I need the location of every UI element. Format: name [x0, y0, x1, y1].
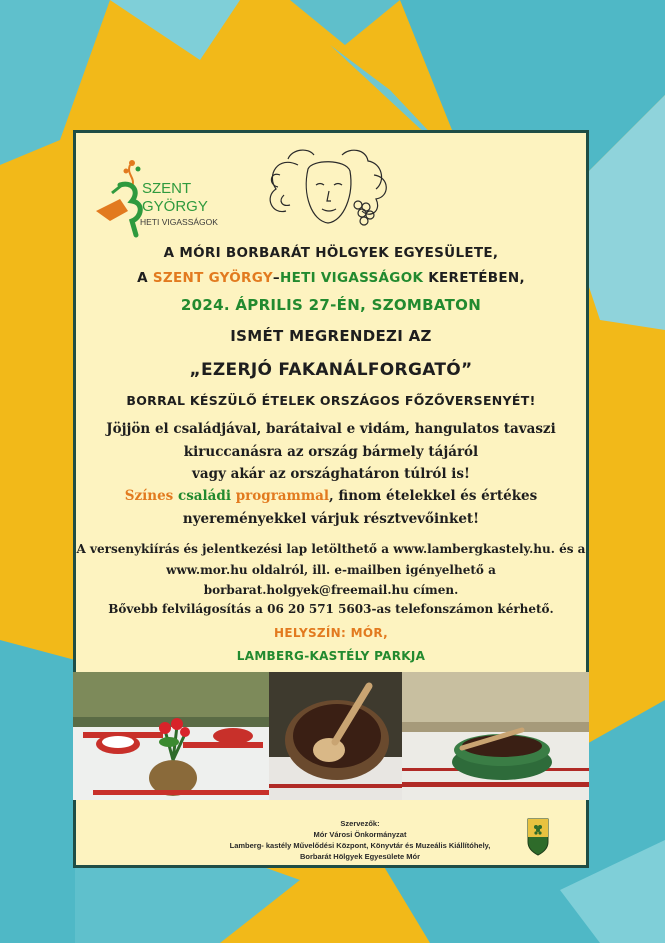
headline-line2-suffix: KERETÉBEN,	[423, 270, 525, 286]
event-subtitle: BORRAL KÉSZÜLŐ ÉTELEK ORSZÁGOS FŐZŐVERSENYÉT!	[126, 393, 536, 408]
photo-pot-spoon	[269, 672, 402, 800]
organizers-line3: Borbarát Hölgyek Egyesülete Mór	[299, 852, 421, 861]
logo-line2: GYÖRGY	[142, 198, 208, 215]
photo-green-pot	[402, 672, 589, 800]
headline-line1: A MÓRI BORBARÁT HÖLGYEK EGYESÜLETE,	[163, 245, 499, 261]
event-title: „EZERJÓ FAKANÁLFORGATÓ”	[189, 360, 473, 380]
location-line2: LAMBERG-KASTÉLY PARKJA	[236, 649, 426, 663]
photo-table-flower	[73, 672, 269, 800]
event-date: 2024. ÁPRILIS 27-ÉN, SZOMBATON	[180, 296, 482, 314]
logo-line1: SZENT	[142, 180, 192, 197]
organizers-block	[210, 818, 510, 862]
invite-line1: Jöjjön el családjával, barátaival e vidám, hangulatos tavaszi	[106, 421, 556, 437]
headline-line2-szent-gyorgy: SZENT GYÖRGY	[152, 270, 273, 286]
info-line3: borbarat.holgyek@freemail.hu címen.	[203, 583, 459, 597]
headline-line2	[73, 270, 589, 286]
location-line1: HELYSZÍN: MÓR,	[274, 626, 388, 640]
invite-line5: nyereményekkel várjuk résztvevőinket!	[182, 511, 480, 527]
headline-line2-prefix: A	[137, 270, 153, 286]
info-line2: www.mor.hu oldalról, ill. e-mailben igényelhető a	[166, 563, 496, 577]
logo-line3: HETI VIGASSÁGOK	[140, 217, 218, 227]
headline-line2-heti-vigassagok: HETI VIGASSÁGOK	[279, 270, 424, 286]
organizers-line1: Mór Városi Önkormányzat	[313, 830, 407, 839]
invite-szines: Színes	[124, 488, 174, 504]
info-line1: A versenykiírás és jelentkezési lap letölthető a www.lambergkastely.hu. és a	[76, 542, 586, 556]
invite-line4	[73, 488, 589, 504]
organizers-title: Szervezők:	[340, 819, 380, 828]
info-line4: Bővebb felvilágosítás a 06 20 571 5603-as telefonszámon kérhető.	[108, 602, 554, 616]
mor-coat-of-arms-icon	[527, 818, 549, 856]
headline-line4: ISMÉT MEGRENDEZI AZ	[230, 327, 432, 345]
invite-programmal: programmal	[235, 488, 330, 504]
invite-line3: vagy akár az országhatáron túlról is!	[192, 466, 470, 482]
photo-strip	[73, 672, 589, 800]
invite-line4-rest: , finom ételekkel és értékes	[329, 488, 538, 504]
invite-csaladi: családi	[177, 488, 231, 504]
woman-portrait-icon	[258, 145, 398, 235]
organizers-line2: Lamberg- kastély Művelődési Központ, Könyvtár és Muzeális Kiállítóhely,	[229, 841, 491, 850]
invite-line2: kiruccanásra az ország bármely tájáról	[183, 444, 479, 460]
headline-line2-dash: –	[272, 270, 280, 286]
